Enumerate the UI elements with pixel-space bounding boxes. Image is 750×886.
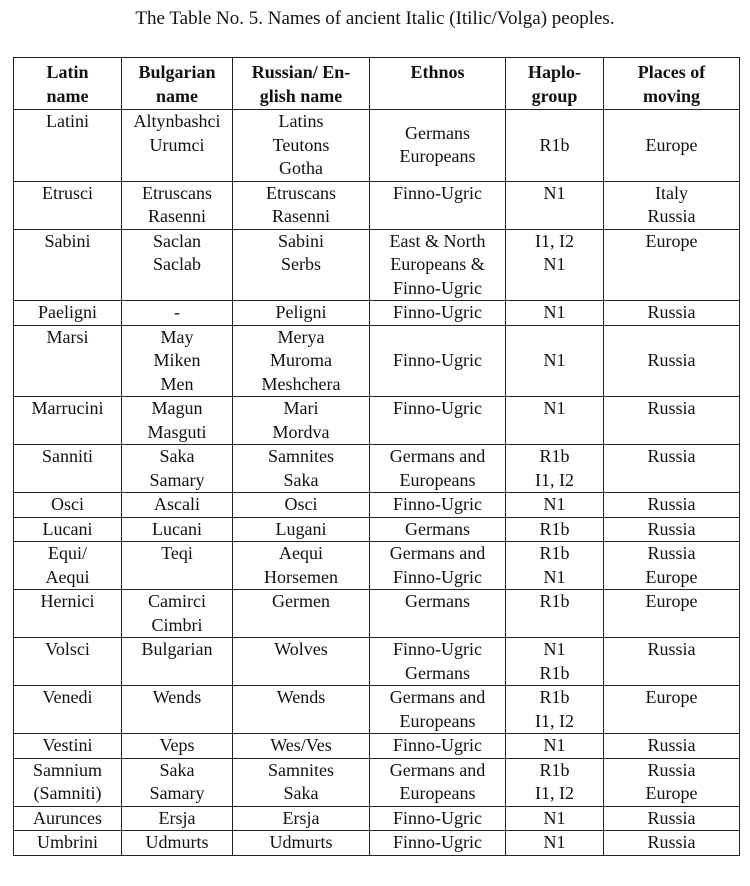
cell-text-line: Hernici: [40, 591, 95, 611]
bulgarian-name-cell: [122, 397, 233, 445]
cell-text-line: Russia: [647, 807, 696, 828]
cell-text-line: Equi/: [48, 543, 87, 563]
cell-text-line: Aequi: [45, 566, 90, 587]
cell-text-line: N1: [543, 182, 566, 203]
cell-text-line: Germans and: [389, 543, 486, 563]
ethnos-cell: [370, 110, 506, 182]
bulgarian-name-cell: [122, 229, 233, 301]
latin-name-cell: [14, 445, 122, 493]
ethnos-cell: [370, 445, 506, 493]
cell-text-line: Peligni: [275, 302, 327, 322]
cell-text-line: Etruscans: [142, 182, 212, 203]
cell-text-line: Finno-Ugric: [393, 566, 482, 587]
cell-text-line: Germans and: [389, 759, 486, 780]
cell-text-line: Horsemen: [264, 566, 338, 587]
cell-text-line: Russia: [647, 398, 696, 418]
peoples-table: [13, 57, 740, 856]
cell-text-line: Wends: [276, 687, 326, 707]
cell-text-line: Wends: [152, 687, 202, 707]
haplogroup-cell: [506, 181, 604, 229]
cell-text-line: Russia: [647, 759, 696, 780]
cell-text-line: Rasenni: [148, 206, 206, 226]
cell-text-line: Osci: [51, 494, 84, 514]
haplogroup-cell: [506, 445, 604, 493]
cell-text-line: Finno-Ugric: [393, 639, 482, 659]
places-of-moving-cell: [604, 638, 740, 686]
russian-english-name-cell: [233, 397, 370, 445]
places-of-moving-cell: [604, 325, 740, 397]
cell-text-line: Russia: [647, 639, 696, 659]
cell-text-line: Italy: [655, 182, 688, 203]
ethnos-cell: [370, 181, 506, 229]
cell-text-line: I1, I2: [535, 469, 574, 490]
russian-english-name-cell: [233, 181, 370, 229]
ethnos-cell: [370, 542, 506, 590]
cell-text-line: Russia: [647, 518, 696, 539]
cell-text-line: Germen: [272, 591, 330, 611]
bulgarian-name-cell: [122, 110, 233, 182]
cell-text-line: Finno-Ugric: [393, 398, 482, 418]
ethnos-cell: [370, 806, 506, 831]
cell-text-line: Europeans: [399, 146, 476, 167]
cell-text-line: Camirci: [148, 591, 206, 611]
bulgarian-name-cell: [122, 758, 233, 806]
ethnos-cell: [370, 325, 506, 397]
table-row: [14, 325, 740, 397]
haplogroup-cell: [506, 758, 604, 806]
cell-text-line: Serbs: [281, 254, 321, 274]
places-of-moving-cell: [604, 517, 740, 542]
cell-text-line: Muroma: [270, 350, 332, 370]
cell-text-line: Teutons: [272, 134, 330, 155]
cell-text-line: Wes/Ves: [270, 735, 332, 755]
cell-text-line: Urumci: [149, 134, 205, 155]
haplogroup-cell: [506, 542, 604, 590]
latin-name-cell: [14, 806, 122, 831]
places-of-moving-cell: [604, 758, 740, 806]
cell-text-line: Marrucini: [31, 398, 104, 418]
cell-text-line: N1: [543, 398, 566, 418]
cell-text-line: Sabini: [44, 230, 91, 251]
cell-text-line: Europe: [645, 783, 698, 803]
cell-text-line: Europe: [645, 230, 698, 251]
cell-text-line: Saclan: [153, 230, 201, 251]
latin-name-cell: [14, 493, 122, 518]
russian-english-name-cell: [233, 229, 370, 301]
cell-text-line: Volsci: [45, 639, 90, 659]
header-row: [14, 58, 740, 110]
cell-text-line: Magun: [151, 398, 203, 418]
haplogroup-cell: [506, 734, 604, 759]
cell-text-line: Europe: [645, 591, 698, 611]
ethnos-cell: [370, 638, 506, 686]
cell-text-line: Germans: [405, 591, 470, 611]
cell-text-line: Lucani: [152, 518, 202, 539]
table-row: [14, 590, 740, 638]
bulgarian-name-cell: [122, 325, 233, 397]
haplogroup-cell: [506, 590, 604, 638]
cell-text-line: Ascali: [154, 494, 200, 514]
cell-text-line: Udmurts: [145, 832, 209, 852]
ethnos-cell: [370, 517, 506, 542]
cell-text-line: Miken: [153, 350, 201, 370]
places-of-moving-cell: [604, 181, 740, 229]
bulgarian-name-cell: [122, 493, 233, 518]
latin-name-cell: [14, 590, 122, 638]
cell-text-line: (Samniti): [33, 783, 102, 803]
cell-text-line: Altynbashci: [133, 111, 221, 131]
places-of-moving-cell: [604, 110, 740, 182]
cell-text-line: Venedi: [42, 687, 93, 707]
table-row: [14, 686, 740, 734]
haplogroup-cell: [506, 831, 604, 856]
cell-text-line: Aequi: [279, 543, 323, 563]
cell-text-line: Latini: [46, 111, 89, 131]
places-of-moving-cell: [604, 542, 740, 590]
bulgarian-name-cell: [122, 638, 233, 686]
cell-text-line: Lucani: [42, 518, 93, 539]
russian-english-name-cell: [233, 517, 370, 542]
cell-text-line: Samary: [149, 469, 205, 490]
cell-text-line: Masguti: [147, 421, 207, 442]
cell-text-line: Cimbri: [151, 614, 203, 635]
cell-text-line: Merya: [277, 326, 325, 347]
cell-text-line: R1b: [539, 543, 570, 563]
cell-text-line: Meshchera: [261, 373, 341, 394]
haplogroup-cell: [506, 229, 604, 301]
russian-english-name-cell: [233, 831, 370, 856]
cell-text-line: Vestini: [42, 735, 93, 755]
haplogroup-cell: [506, 686, 604, 734]
bulgarian-name-cell: [122, 831, 233, 856]
cell-text-line: Sabini: [277, 230, 324, 251]
cell-text-line: Europeans &: [390, 254, 485, 274]
cell-text-line: Samnites: [268, 446, 334, 466]
table-row: [14, 806, 740, 831]
bulgarian-name-cell: [122, 445, 233, 493]
cell-text-line: Ersja: [282, 807, 320, 828]
table-row: [14, 397, 740, 445]
cell-text-line: Veps: [159, 735, 195, 755]
cell-text-line: Europeans: [399, 783, 476, 803]
latin-name-cell: [14, 831, 122, 856]
ethnos-cell: [370, 493, 506, 518]
bulgarian-name-cell: [122, 686, 233, 734]
cell-text-line: Etruscans: [266, 182, 336, 203]
cell-text-line: I1, I2: [535, 230, 574, 251]
cell-text-line: Russia: [647, 350, 696, 370]
cell-text-line: Finno-Ugric: [393, 832, 482, 852]
cell-text-line: Germans and: [389, 446, 486, 466]
cell-text-line: Finno-Ugric: [393, 277, 482, 298]
bulgarian-name-cell: [122, 806, 233, 831]
cell-text-line: Germans: [405, 122, 470, 143]
cell-text-line: Ersja: [158, 807, 196, 828]
latin-name-cell: [14, 517, 122, 542]
haplogroup-cell: [506, 301, 604, 326]
haplogroup-cell: [506, 806, 604, 831]
cell-text-line: Europe: [645, 566, 698, 587]
places-of-moving-cell: [604, 397, 740, 445]
latin-name-cell: [14, 325, 122, 397]
cell-text-line: Russia: [647, 206, 696, 226]
cell-text-line: Paeligni: [38, 302, 97, 322]
table-row: [14, 734, 740, 759]
cell-text-line: Men: [160, 373, 194, 394]
cell-text-line: Germans: [405, 518, 470, 539]
cell-text-line: N1: [543, 494, 566, 514]
table-row: [14, 301, 740, 326]
bulgarian-name-cell: [122, 734, 233, 759]
cell-text-line: Mari: [283, 398, 319, 418]
cell-text-line: N1: [543, 302, 566, 322]
cell-text-line: Sanniti: [41, 446, 93, 466]
cell-text-line: May: [160, 326, 194, 347]
cell-text-line: N1: [543, 832, 566, 852]
places-of-moving-cell: [604, 686, 740, 734]
cell-text-line: Russia: [647, 446, 696, 466]
russian-english-name-cell: [233, 734, 370, 759]
latin-name-cell: [14, 734, 122, 759]
places-of-moving-cell: [604, 831, 740, 856]
cell-text-line: Samary: [149, 783, 205, 803]
table-row: [14, 517, 740, 542]
bulgarian-name-cell: [122, 181, 233, 229]
russian-english-name-cell: [233, 542, 370, 590]
ethnos-cell: [370, 397, 506, 445]
cell-text-line: N1: [543, 639, 566, 659]
header-haplogroup: Haplo- group: [506, 58, 604, 110]
russian-english-name-cell: [233, 806, 370, 831]
places-of-moving-cell: [604, 806, 740, 831]
cell-text-line: Aurunces: [33, 807, 102, 828]
latin-name-cell: [14, 181, 122, 229]
cell-text-line: Samnium: [32, 759, 102, 780]
haplogroup-cell: [506, 517, 604, 542]
latin-name-cell: [14, 638, 122, 686]
places-of-moving-cell: [604, 493, 740, 518]
cell-text-line: Finno-Ugric: [393, 735, 482, 755]
cell-text-line: Osci: [284, 494, 318, 514]
cell-text-line: I1, I2: [535, 783, 574, 803]
cell-text-line: R1b: [539, 759, 570, 780]
cell-text-line: Germans and: [389, 687, 486, 707]
cell-text-line: Latins: [278, 111, 324, 131]
cell-text-line: Umbrini: [37, 832, 98, 852]
cell-text-line: Finno-Ugric: [393, 182, 482, 203]
cell-text-line: Finno-Ugric: [393, 494, 482, 514]
cell-text-line: Europe: [645, 134, 698, 155]
cell-text-line: R1b: [539, 134, 570, 155]
cell-text-line: N1: [543, 254, 566, 274]
haplogroup-cell: [506, 638, 604, 686]
cell-text-line: R1b: [539, 518, 570, 539]
russian-english-name-cell: [233, 686, 370, 734]
bulgarian-name-cell: [122, 590, 233, 638]
cell-text-line: Bulgarian: [141, 639, 213, 659]
ethnos-cell: [370, 831, 506, 856]
places-of-moving-cell: [604, 445, 740, 493]
latin-name-cell: [14, 301, 122, 326]
russian-english-name-cell: [233, 110, 370, 182]
haplogroup-cell: [506, 397, 604, 445]
table-caption: The Table No. 5. Names of ancient Italic (Itilic/Volga) peoples.: [135, 8, 615, 29]
table-row: [14, 445, 740, 493]
bulgarian-name-cell: [122, 517, 233, 542]
ethnos-cell: [370, 686, 506, 734]
cell-text-line: Saka: [159, 446, 195, 466]
russian-english-name-cell: [233, 301, 370, 326]
cell-text-line: Europeans: [399, 710, 476, 731]
russian-english-name-cell: [233, 493, 370, 518]
bulgarian-name-cell: [122, 542, 233, 590]
ethnos-cell: [370, 734, 506, 759]
cell-text-line: Saka: [283, 469, 319, 490]
cell-text-line: Saka: [159, 759, 195, 780]
cell-text-line: Russia: [647, 832, 696, 852]
places-of-moving-cell: [604, 301, 740, 326]
cell-text-line: Gotha: [279, 158, 323, 178]
cell-text-line: Teqi: [161, 543, 193, 563]
header-places-of-moving: Places of moving: [604, 58, 740, 110]
places-of-moving-cell: [604, 734, 740, 759]
cell-text-line: Lugani: [275, 518, 327, 539]
russian-english-name-cell: [233, 590, 370, 638]
cell-text-line: N1: [543, 350, 566, 370]
table-row: [14, 493, 740, 518]
ethnos-cell: [370, 590, 506, 638]
table-row: [14, 110, 740, 182]
header-latin-name: Latin name: [14, 58, 122, 110]
cell-text-line: Marsi: [46, 326, 89, 347]
latin-name-cell: [14, 229, 122, 301]
latin-name-cell: [14, 758, 122, 806]
cell-text-line: Europeans: [399, 469, 476, 490]
cell-text-line: Europe: [645, 687, 698, 707]
cell-text-line: Russia: [647, 735, 696, 755]
cell-text-line: Russia: [647, 543, 696, 563]
cell-text-line: -: [174, 302, 180, 322]
table-row: [14, 542, 740, 590]
russian-english-name-cell: [233, 445, 370, 493]
cell-text-line: I1, I2: [535, 710, 574, 731]
table-row: [14, 831, 740, 856]
header-russian-english-name: Russian/ En- glish name: [233, 58, 370, 110]
cell-text-line: Rasenni: [272, 206, 330, 226]
latin-name-cell: [14, 686, 122, 734]
table-row: [14, 181, 740, 229]
cell-text-line: R1b: [539, 591, 570, 611]
table-row: [14, 229, 740, 301]
latin-name-cell: [14, 542, 122, 590]
cell-text-line: Etrusci: [42, 182, 93, 203]
table-row: [14, 758, 740, 806]
cell-text-line: Saclab: [153, 254, 201, 274]
russian-english-name-cell: [233, 325, 370, 397]
ethnos-cell: [370, 301, 506, 326]
cell-text-line: Wolves: [274, 639, 328, 659]
cell-text-line: Russia: [647, 494, 696, 514]
places-of-moving-cell: [604, 229, 740, 301]
cell-text-line: R1b: [539, 446, 570, 466]
cell-text-line: N1: [543, 735, 566, 755]
russian-english-name-cell: [233, 638, 370, 686]
cell-text-line: Finno-Ugric: [393, 350, 482, 370]
cell-text-line: Russia: [647, 302, 696, 322]
bulgarian-name-cell: [122, 301, 233, 326]
cell-text-line: N1: [543, 807, 566, 828]
cell-text-line: Mordva: [272, 421, 330, 442]
latin-name-cell: [14, 397, 122, 445]
cell-text-line: R1b: [539, 662, 570, 683]
haplogroup-cell: [506, 110, 604, 182]
places-of-moving-cell: [604, 590, 740, 638]
cell-text-line: R1b: [539, 687, 570, 707]
cell-text-line: N1: [543, 566, 566, 587]
cell-text-line: Samnites: [268, 759, 334, 780]
ethnos-cell: [370, 758, 506, 806]
latin-name-cell: [14, 110, 122, 182]
haplogroup-cell: [506, 325, 604, 397]
cell-text-line: Germans: [405, 662, 470, 683]
header-bulgarian-name: Bulgarian name: [122, 58, 233, 110]
russian-english-name-cell: [233, 758, 370, 806]
haplogroup-cell: [506, 493, 604, 518]
cell-text-line: East & North: [389, 230, 486, 251]
header-ethnos: Ethnos: [370, 58, 506, 110]
cell-text-line: Udmurts: [269, 832, 333, 852]
table-row: [14, 638, 740, 686]
ethnos-cell: [370, 229, 506, 301]
cell-text-line: Finno-Ugric: [393, 302, 482, 322]
cell-text-line: Saka: [283, 783, 319, 803]
cell-text-line: Finno-Ugric: [393, 807, 482, 828]
